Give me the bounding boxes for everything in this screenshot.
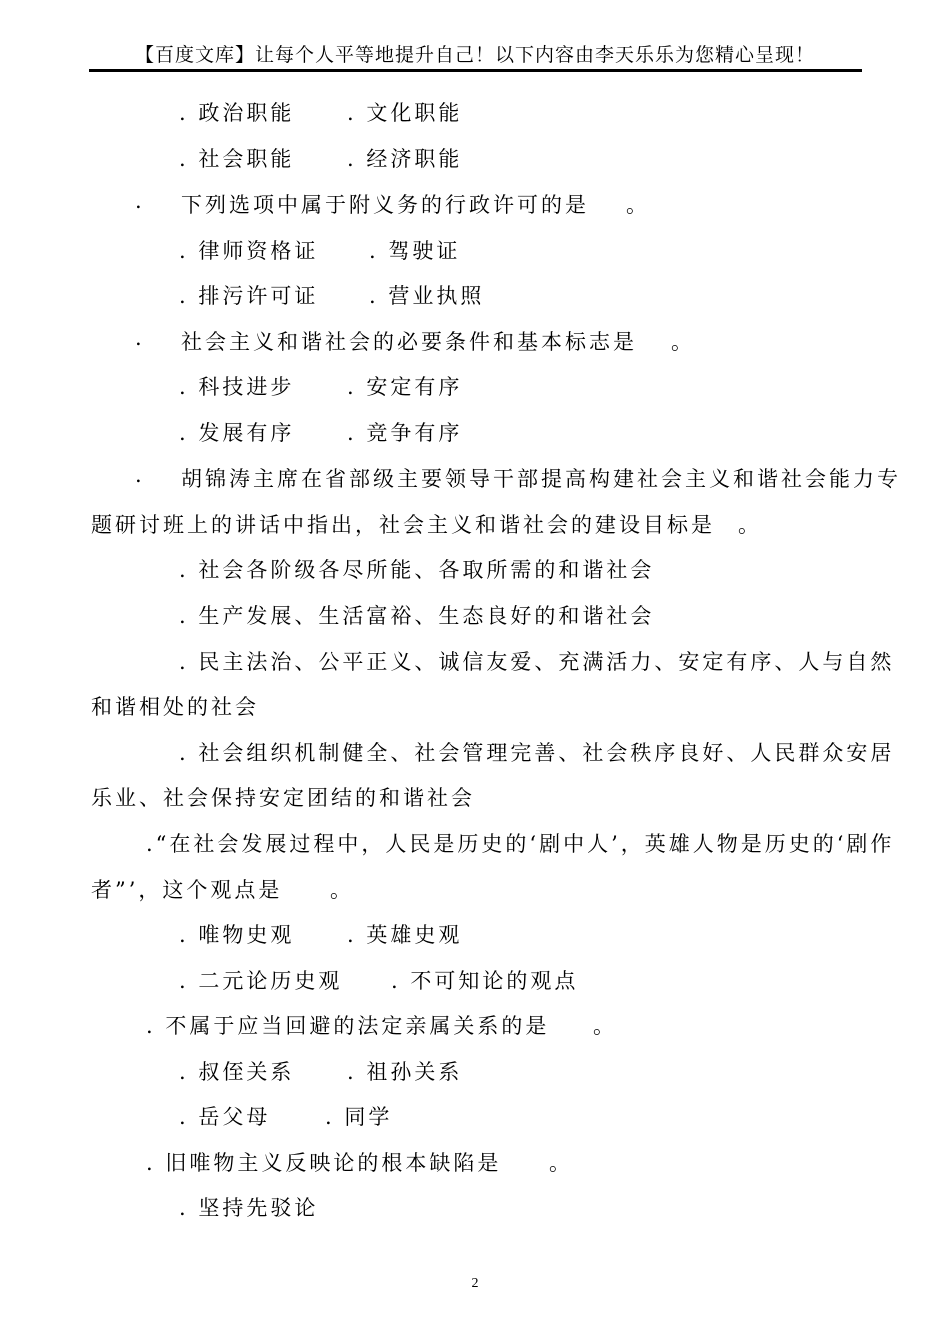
- option-line: . 英雄史观: [347, 923, 463, 947]
- option-line: . 祖孙关系: [347, 1060, 463, 1084]
- option-line: . 驾驶证: [369, 239, 461, 263]
- option-line: . 二元论历史观: [179, 969, 343, 993]
- page-number: 2: [471, 1276, 479, 1291]
- option-line: 和谐相处的社会: [91, 695, 259, 719]
- option-line: . 叔侄关系: [179, 1060, 295, 1084]
- question-text: 社会主义和谐社会的必要条件和基本标志是: [181, 330, 637, 354]
- option-line: . 民主法治、公平正义、诚信友爱、充满活力、安定有序、人与自然: [179, 650, 895, 674]
- document-header: 【百度文库】让每个人平等地提升自己！以下内容由李天乐乐为您精心呈现！: [134, 44, 815, 66]
- option-line: . 科技进步: [179, 375, 295, 399]
- option-line: 乐业、社会保持安定团结的和谐社会: [91, 786, 475, 810]
- question-number: .: [135, 463, 145, 487]
- option-line: . 文化职能: [347, 101, 463, 125]
- question-text: 下列选项中属于附义务的行政许可的是: [181, 193, 589, 217]
- question-blank-end: 。: [330, 878, 354, 902]
- option-line: . 不可知论的观点: [391, 969, 579, 993]
- option-line: . 社会职能: [179, 147, 295, 171]
- question-blank-end: 。: [549, 1151, 573, 1175]
- option-line: . 排污许可证: [179, 284, 319, 308]
- option-line: . 律师资格证: [179, 239, 319, 263]
- option-line: . 岳父母: [179, 1105, 271, 1129]
- option-line: . 竞争有序: [347, 421, 463, 445]
- option-line: . 唯物史观: [179, 923, 295, 947]
- option-line: . 同学: [325, 1105, 393, 1129]
- question-blank-end: 。: [593, 1014, 617, 1038]
- question-text: 胡锦涛主席在省部级主要领导干部提高构建社会主义和谐社会能力专: [181, 467, 901, 491]
- header-rule: [89, 69, 862, 72]
- option-line: . 社会组织机制健全、社会管理完善、社会秩序良好、人民群众安居: [179, 741, 895, 765]
- question-number: .: [135, 326, 145, 350]
- question-text: 者”’，这个观点是: [91, 878, 283, 902]
- question-blank-end: 。: [671, 330, 695, 354]
- option-line: . 政治职能: [179, 101, 295, 125]
- question-blank-end: 。: [738, 513, 762, 537]
- question-text: 题研讨班上的讲话中指出，社会主义和谐社会的建设目标是: [91, 513, 715, 537]
- question-text: .“在社会发展过程中，人民是历史的‘剧中人’，英雄人物是历史的‘剧作: [146, 832, 895, 856]
- option-line: . 安定有序: [347, 375, 463, 399]
- question-text: . 不属于应当回避的法定亲属关系的是: [146, 1014, 550, 1038]
- option-line: . 营业执照: [369, 284, 485, 308]
- option-line: . 坚持先驳论: [179, 1196, 319, 1220]
- option-line: . 经济职能: [347, 147, 463, 171]
- option-line: . 发展有序: [179, 421, 295, 445]
- question-text: . 旧唯物主义反映论的根本缺陷是: [146, 1151, 502, 1175]
- option-line: . 社会各阶级各尽所能、各取所需的和谐社会: [179, 558, 655, 582]
- option-line: . 生产发展、生活富裕、生态良好的和谐社会: [179, 604, 655, 628]
- question-number: .: [135, 189, 145, 213]
- question-blank-end: 。: [626, 193, 650, 217]
